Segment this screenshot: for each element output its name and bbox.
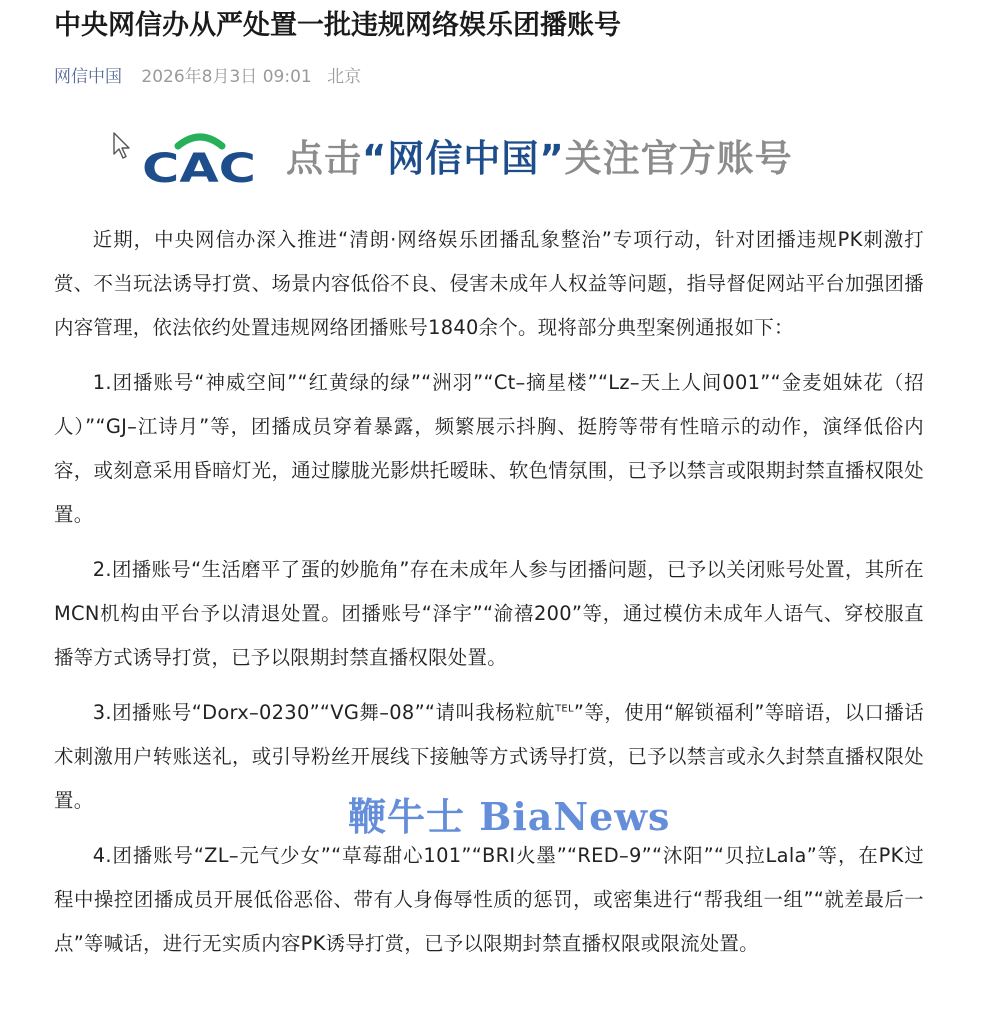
svg-text:CAC: CAC [142,146,256,188]
case-paragraph-1: 1.团播账号“神威空间”“红黄绿的绿”“洲羽”“Ct–摘星楼”“Lz–天上人间001”“金麦姐妹花（招人）”“GJ–江诗月”等，团播成员穿着暴露，频繁展示抖胸、挺胯等带有性暗示的动作，演绎低俗内容，或刻意采用昏暗灯光，通过朦胧光影烘托暧昧、软色情氛围，已予以禁言或限期封禁直播权限处置。 [54,371,924,526]
banner-highlight: “网信中国” [362,137,565,180]
intro-paragraph: 近期，中央网信办深入推进“清朗·网络娱乐团播乱象整治”专项行动，针对团播违规PK刺激打赏、不当玩法诱导打赏、场景内容低俗不良、侵害未成年人权益等问题，指导督促网站平台加强团播内容管理，依法依约处置违规网络团播账号1840余个。现将部分典型案例通报如下： [54,228,924,339]
follow-official-account-banner[interactable] [140,126,840,192]
cac-logo-icon [140,126,260,188]
banner-text [286,136,793,182]
mouse-cursor-icon [112,132,132,160]
watermark: 鞭牛士 BiaNews [348,794,671,839]
source-account-link[interactable]: 网信中国 [54,67,122,87]
article-title: 中央网信办从严处置一批违规网络娱乐团播账号 [54,10,621,41]
article-meta [54,62,361,92]
publish-date: 2026年8月3日 09:01 [141,67,312,87]
banner-text-pre: 点击 [286,137,362,180]
banner-text-post: 关注官方账号 [564,137,793,180]
case-3-text-pre: 3.团播账号“Dorx–0230”“VG舞–08”“请叫我杨粒航 [92,701,555,724]
case-paragraph-4: 4.团播账号“ZL–元气少女”“草莓甜心101”“BRI火墨”“RED–9”“沐阳”“贝拉Lala”等，在PK过程中操控团播成员开展低俗恶俗、带有人身侮辱性质的惩罚，或密集进行“帮我组一组”“就差最后一点”等喊话，进行无实质内容PK诱导打赏，已予以限期封禁直播权限或限流处置。 [54,844,924,955]
publish-location: 北京 [327,67,362,87]
tel-superscript: TEL [554,703,574,715]
case-paragraph-2: 2.团播账号“生活磨平了蛋的妙脆角”存在未成年人参与团播问题，已予以关闭账号处置，其所在MCN机构由平台予以清退处置。团播账号“泽宇”“渝禧200”等，通过模仿未成年人语气、穿校服直播等方式诱导打赏，已予以限期封禁直播权限处置。 [54,558,924,669]
article-body [54,218,924,977]
case-3-text-post: ”等，使用“解锁福利”等暗语，以口播话术刺激用户转账送礼，或引导粉丝开展线下接触等方式诱导打赏，已予以禁言或永久封禁直播权限处置。 [54,701,924,812]
